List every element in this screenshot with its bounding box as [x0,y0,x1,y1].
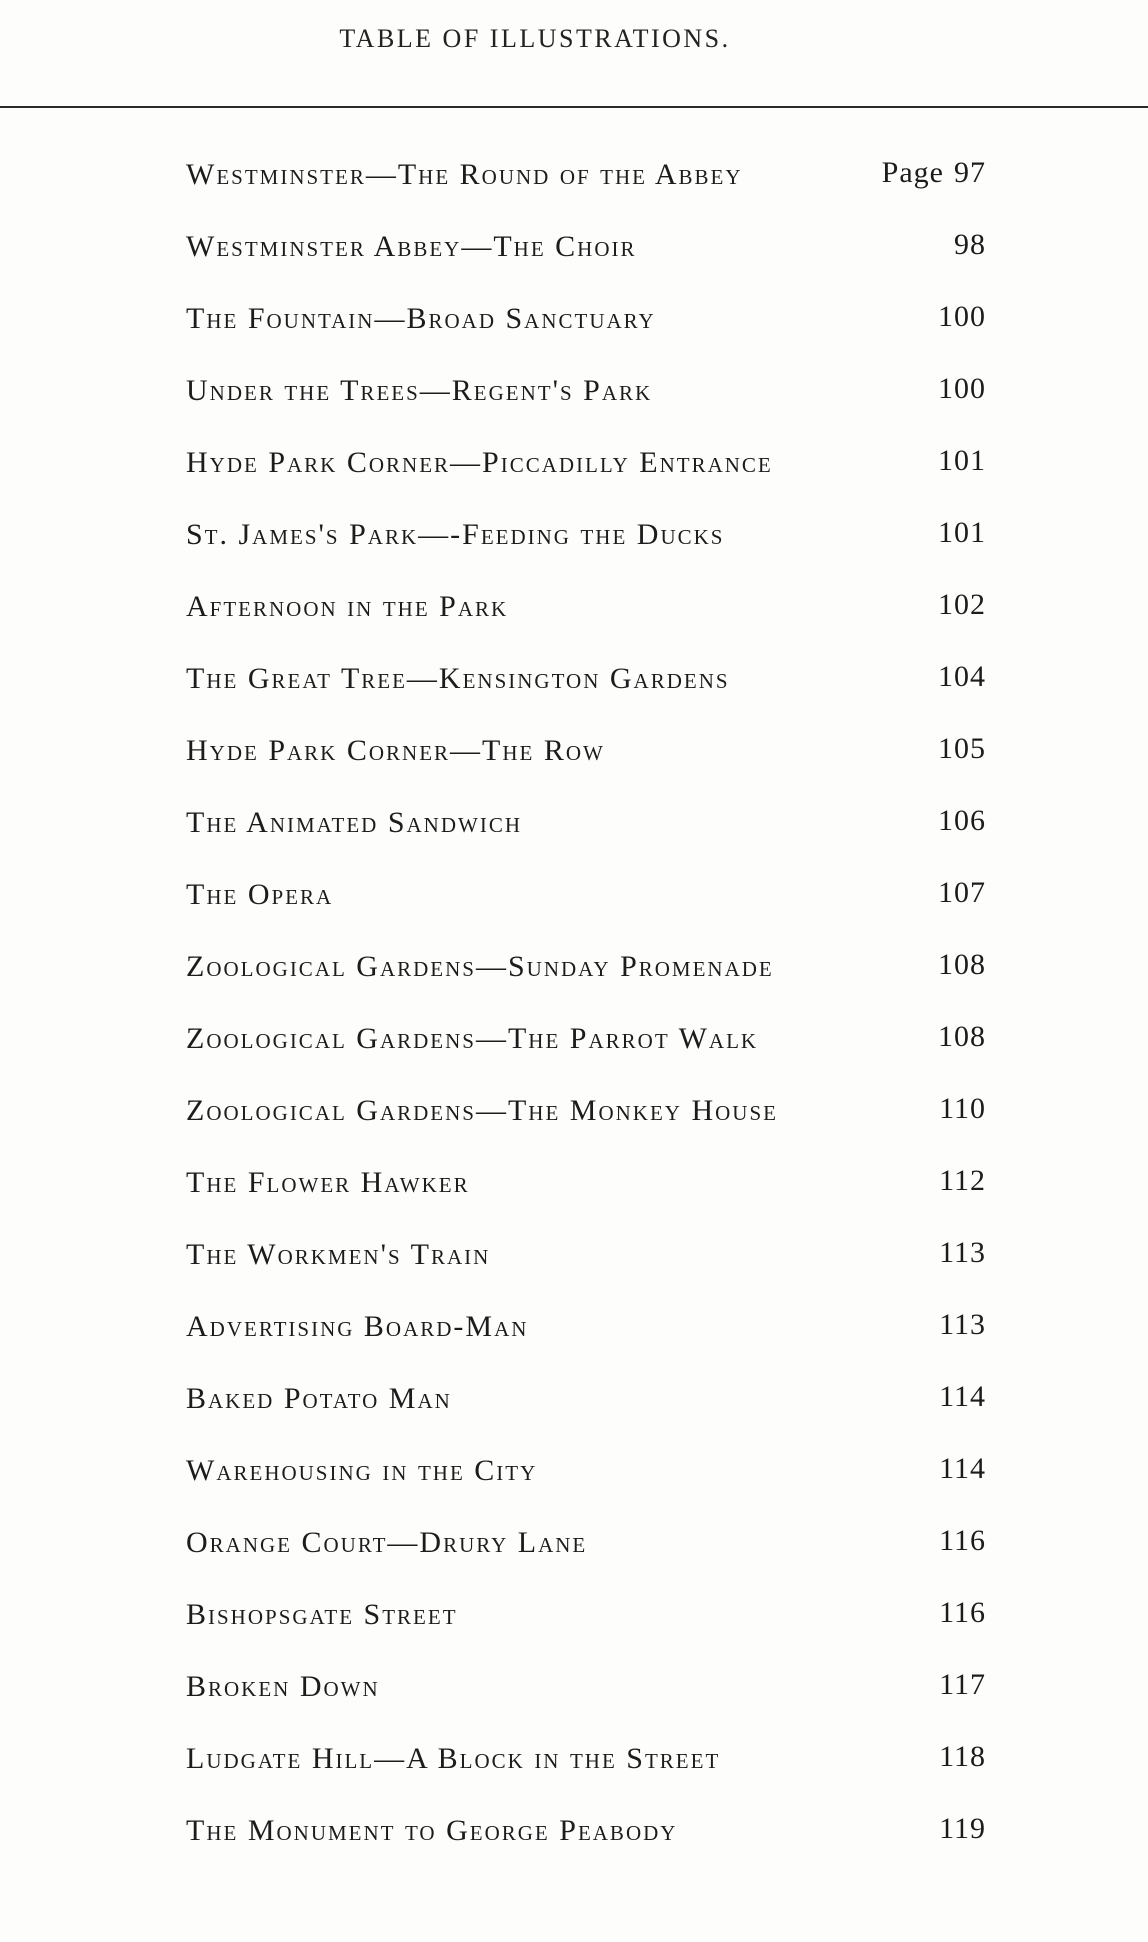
list-item [186,1654,986,1726]
page-number [938,372,986,406]
page-number-value: 119 [939,1812,986,1845]
illustration-title: Hyde Park Corner—Piccadilly Entrance [186,446,773,479]
illustration-title: Baked Potato Man [186,1382,452,1415]
illustration-title: Warehousing in the City [186,1454,538,1487]
page-number-value: 104 [938,660,986,693]
list-item [186,502,986,574]
list-item [186,430,986,502]
page-number [939,1812,986,1846]
page-header [0,0,1148,108]
page-number [938,732,986,766]
illustration-title: The Great Tree—Kensington Gardens [186,662,730,695]
page-number [938,804,986,838]
page-number-value: 102 [938,588,986,621]
page-number [939,1380,986,1414]
page-number-value: 101 [938,444,986,477]
illustration-title: Bishopsgate Street [186,1598,458,1631]
illustration-title: The Monument to George Peabody [186,1814,678,1847]
page-number [939,1668,986,1702]
page-number [938,876,986,910]
illustration-title: The Workmen's Train [186,1238,491,1271]
illustration-title: The Opera [186,878,334,911]
illustration-title: St. James's Park—-Feeding the Ducks [186,518,725,551]
page-number-value: 108 [938,948,986,981]
list-item [186,358,986,430]
page-number [938,948,986,982]
page-number [939,1236,986,1270]
list-item [186,1006,986,1078]
list-item [186,1150,986,1222]
illustration-title: Broken Down [186,1670,380,1703]
list-item [186,574,986,646]
page-number [939,1092,986,1126]
illustration-title: Afternoon in the Park [186,590,509,623]
list-item [186,718,986,790]
list-item [186,1222,986,1294]
illustration-title: Zoological Gardens—The Monkey House [186,1094,778,1127]
page-number-value: 100 [938,372,986,405]
list-item [186,286,986,358]
page-label: Page [881,156,944,189]
page-number-value: 114 [939,1380,986,1413]
list-item [186,934,986,1006]
page-title: TABLE OF ILLUSTRATIONS. [339,24,731,53]
illustration-title: Under the Trees—Regent's Park [186,374,653,407]
illustration-title: Westminster—The Round of the Abbey [186,158,743,191]
list-item [186,1582,986,1654]
page-number-value: 113 [939,1308,986,1341]
list-item [186,1726,986,1798]
page-number-value: 110 [939,1092,986,1125]
illustration-title: Ludgate Hill—A Block in the Street [186,1742,721,1775]
page-number-value: 105 [938,732,986,765]
illustration-title: The Fountain—Broad Sanctuary [186,302,656,335]
list-item [186,790,986,862]
illustration-title: The Animated Sandwich [186,806,522,839]
header-rule [0,106,1148,108]
illustration-title: Advertising Board-Man [186,1310,529,1343]
list-item [186,1510,986,1582]
list-item [186,646,986,718]
page-number [938,300,986,334]
page-number [954,228,986,262]
page-number-value: 117 [939,1668,986,1701]
list-item [186,1438,986,1510]
list-item [186,862,986,934]
page-number-value: 112 [939,1164,986,1197]
illustration-title: Zoological Gardens—The Parrot Walk [186,1022,759,1055]
illustration-title: Hyde Park Corner—The Row [186,734,605,767]
page-number [938,660,986,694]
page-number-value: 116 [939,1596,986,1629]
page-number [938,444,986,478]
illustration-title: The Flower Hawker [186,1166,470,1199]
page-number-value: 114 [939,1452,986,1485]
page-number-value: 116 [939,1524,986,1557]
illustrations-list [186,142,986,1870]
page-number-value: 98 [954,228,986,261]
page-number-value: 113 [939,1236,986,1269]
page-number-value: 101 [938,516,986,549]
page-number [938,588,986,622]
page-number [939,1308,986,1342]
page-number [939,1164,986,1198]
list-item [186,214,986,286]
list-item [186,1798,986,1870]
list-item [186,1078,986,1150]
page-number [939,1740,986,1774]
page-number-value: 108 [938,1020,986,1053]
page-number [939,1596,986,1630]
page-number [938,516,986,550]
page-number-value: 100 [938,300,986,333]
page-number [938,1020,986,1054]
page-number [939,1524,986,1558]
page-number [939,1452,986,1486]
page-number-value: 107 [938,876,986,909]
list-item [186,1366,986,1438]
illustration-title: Orange Court—Drury Lane [186,1526,588,1559]
page-number-value: 106 [938,804,986,837]
illustration-title: Zoological Gardens—Sunday Promenade [186,950,774,983]
list-item [186,1294,986,1366]
page-number-value: 118 [939,1740,986,1773]
page-number-value: 97 [954,156,986,189]
illustration-title: Westminster Abbey—The Choir [186,230,637,263]
page-number [882,156,986,190]
list-item [186,142,986,214]
